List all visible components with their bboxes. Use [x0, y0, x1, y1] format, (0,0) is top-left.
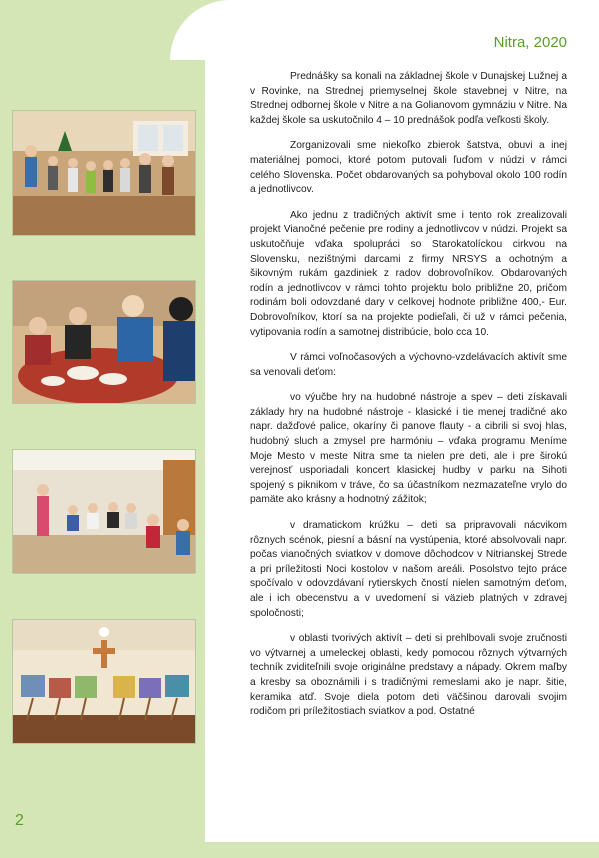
photo-art-exhibition: [12, 619, 196, 744]
page-number: 2: [15, 812, 24, 829]
paragraph-leisure-intro: V rámci voľnočasových a výchovno-vzdelávacích aktivít sme sa venovali deťom:: [250, 352, 567, 378]
photo-music-circle: [12, 449, 196, 574]
photo-children-hall: [12, 110, 196, 236]
paragraph-christmas-baking: Ako jednu z tradičných aktivít sme i tento rok zrealizovali projekt Vianočné pečenie pre rodiny a jednotlivcov v núdzi. Projekt sa uskutočňuje vďaka spolupráci so Starokatolíckou cirkvou na Slovensku, nezištnými darcami z firmy NRSYS a ochotným a šikovným rukám gazdiniek z radov dobrovoľníkov. Obdarovaných rodín a jednotlivcov v rámci tohto projektu bolo približne 20, pričom rodinám boli odovzdané dary v celkovej hodnote približne 400,- Eur. Dobrovoľníkov, ktorí sa na projekte podieľali, či už v rámci pečenia, vytipovania rodín a samotnej distribúcie, bolo cca 10.: [250, 209, 567, 338]
paragraph-collections: Zorganizovali sme niekoľko zbierok šatstva, obuvi a inej materiálnej pomoci, ktoré potom putovali ľuďom v núdzi v rámci celého Slovenska. Počet obdarovaných sa pohyboval okolo 100 rodín a jednotlivcov.: [250, 140, 567, 196]
paragraph-creative: v oblasti tvorivých aktivít – deti si prehlbovali svoje zručnosti vo výtvarnej a umeleckej oblasti, kedy pomocou rôznych výtvarných techník zviditeľnili svoje originálne predstavy a nápady. Okrem maľby a kresby sa oboznámili i s tradičnými remeslami ako je napr. šitie, keramika atď. Svoje diela potom deti väčšinou darovali svojim rodičom pri príležitostiach sviatkov a pod. Ostatné: [250, 633, 567, 718]
paragraph-lectures: Prednášky sa konali na základnej škole v Dunajskej Lužnej a v Rovinke, na Strednej priemyselnej škole stavebnej v Nitre, na Strednej odbornej škole v Nitre a na Golianovom gymnáziu v Nitre. Na každej škole sa uskutočnilo 4 – 10 prednášok podľa veľkosti školy.: [250, 71, 567, 126]
body-text: [250, 70, 567, 720]
paragraph-drama: v dramatickom krúžku – deti sa pripravovali nácvikom rôznych scénok, piesní a básní na vystúpenia, ktoré absolvovali napr. počas vianočných sviatkov v domove dôchodcov v Nitrianskej Strede a pri príležitosti Noci kostolov v našom areáli. Posolstvo tejto práce spočívalo v odovzdávaní rytierskych čností nielen samotným deťom, ale i ich obecenstvu a v uvedomení si väzieb platných v zdravej spoločnosti;: [250, 520, 567, 619]
bottom-green-strip: [0, 842, 599, 858]
top-white-curve: [170, 0, 599, 60]
page-header-title: Nitra, 2020: [493, 34, 567, 51]
paragraph-music: vo výučbe hry na hudobné nástroje a spev – deti získavali základy hry na hudobné nástroje - klasické i tie menej tradičné ako napr. dažďové palice, okaríny či panove flauty - a cibrili si svoj hlas, hudobný sluch a zmysel pre harmóniu – vďaka programu Meníme Moje Mesto v meste Nitra sme ta nielen pre deti, ale i pre širokú verejnosť usporiadali koncert klasickej hudby v parku na Sihoti spojený s piknikom v tráve, čo sa účastníkom nezmazateľne vrylo do pamäte ako krásny a hodnotný zážitok;: [250, 392, 567, 506]
photo-christmas-baking: [12, 280, 196, 404]
